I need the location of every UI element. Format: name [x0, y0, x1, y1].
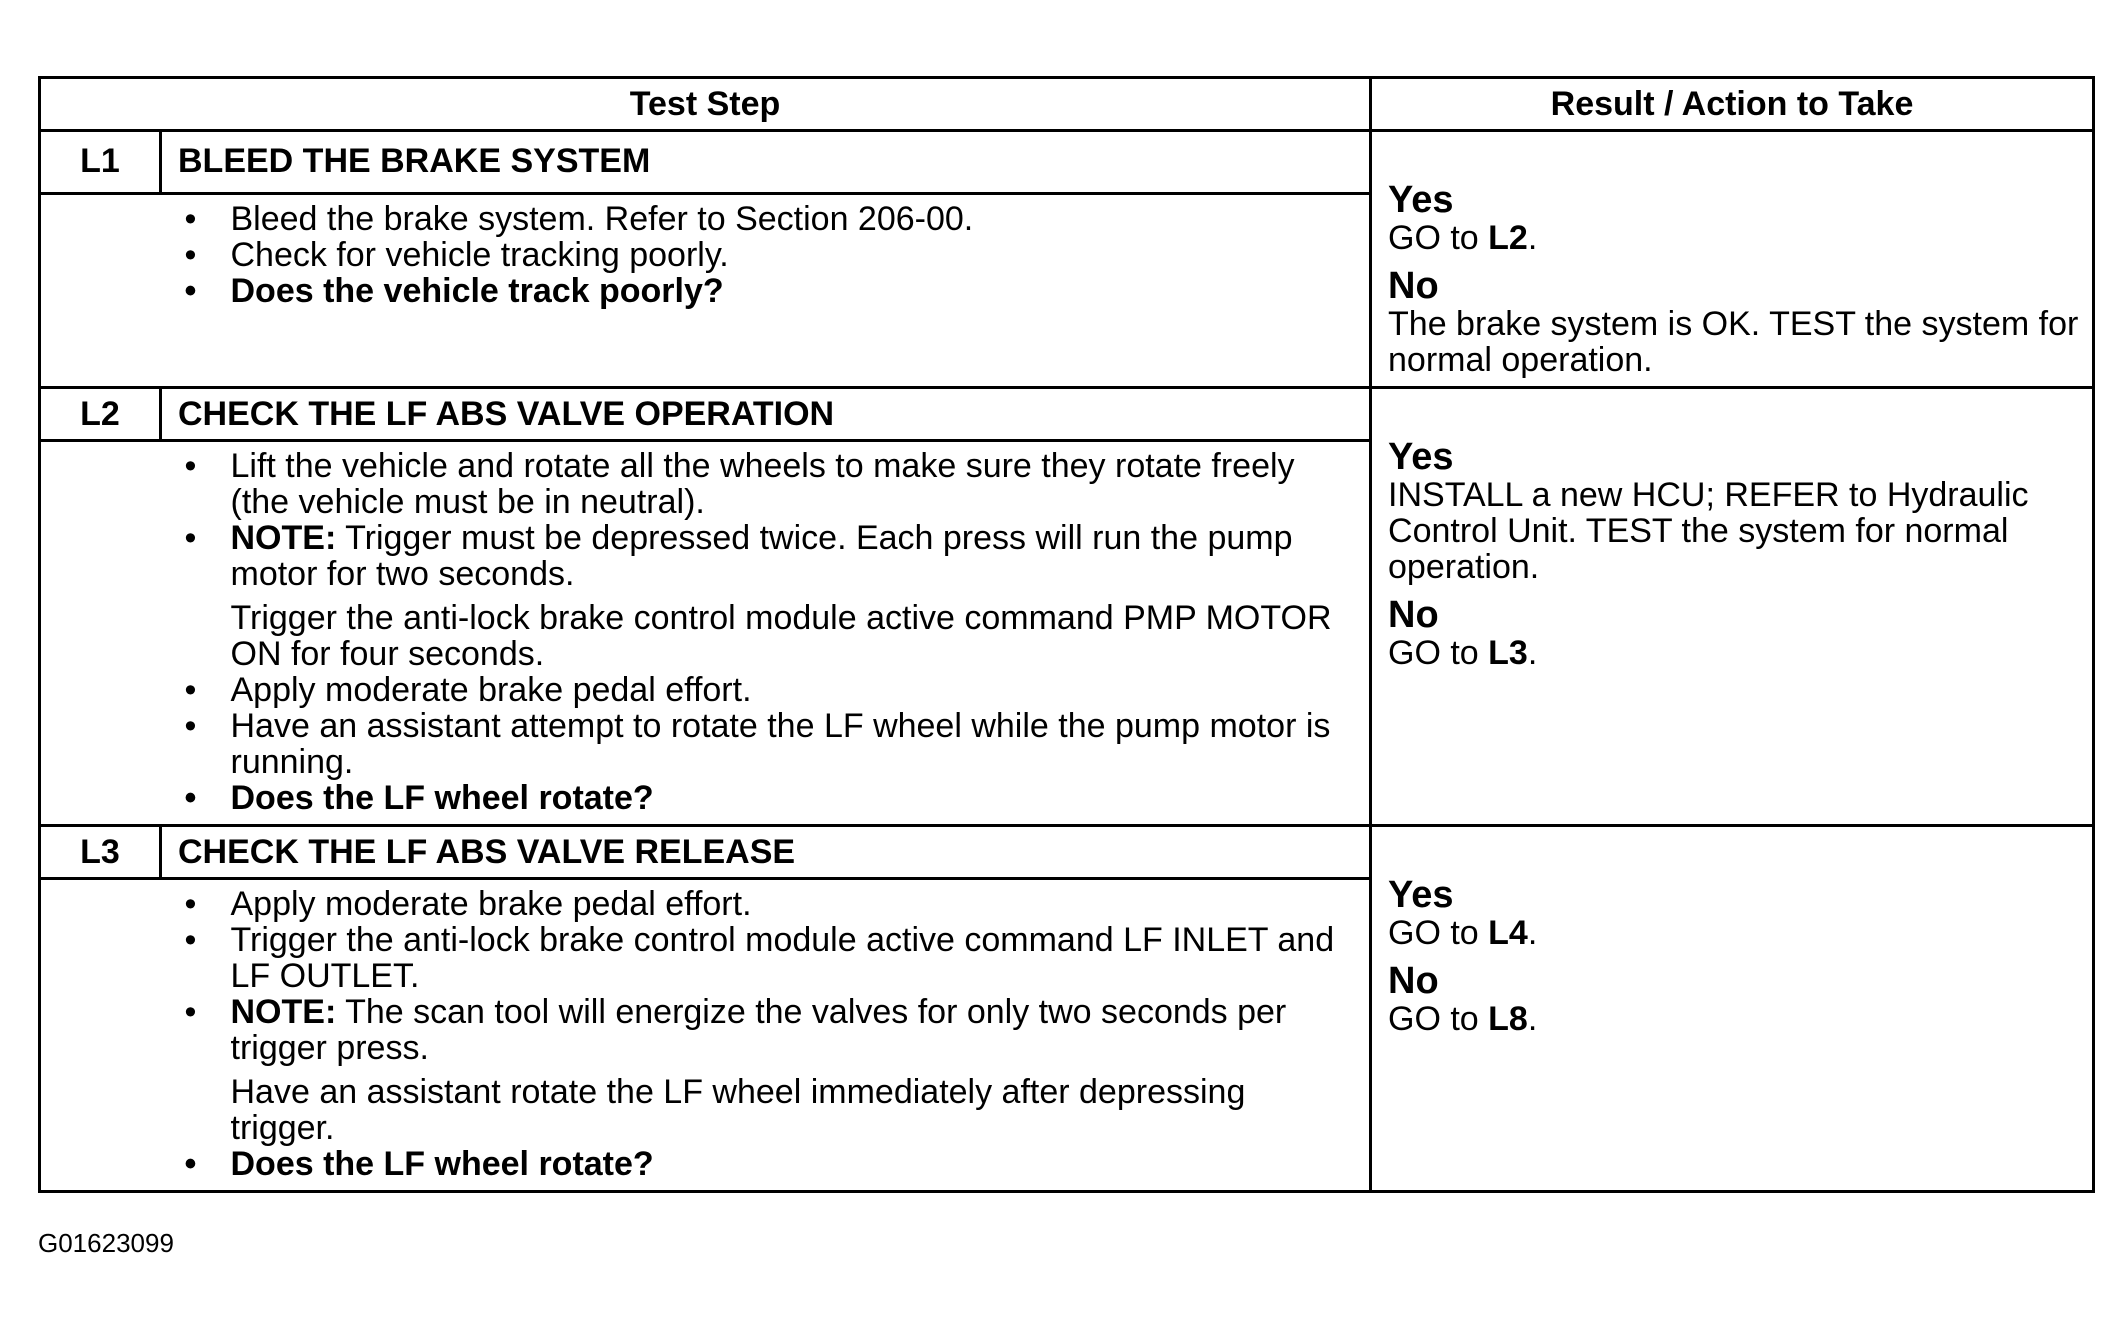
step-l3-title: CHECK THE LF ABS VALVE RELEASE	[161, 826, 1371, 879]
step-l2-title-row	[40, 388, 2094, 441]
step-l1-title: BLEED THE BRAKE SYSTEM	[161, 131, 1371, 194]
step-l3-no-suffix: .	[1527, 1000, 1538, 1038]
step-l3-yes-suffix: .	[1527, 914, 1538, 952]
step-l1-spacer	[40, 193, 161, 387]
step-l3-body	[161, 879, 1371, 1192]
step-l3-yes-action	[1388, 915, 2088, 951]
step-l1-item-3: • Does the vehicle track poorly?	[175, 273, 1350, 309]
step-l2-no-label: No	[1388, 594, 1439, 636]
table-header-row	[40, 78, 2094, 131]
step-l3-item-1: • Apply moderate brake pedal effort.	[175, 886, 1350, 922]
step-l2-no-target-link[interactable]: L3	[1488, 634, 1528, 672]
step-l1-no-action: The brake system is OK. TEST the system for normal operation.	[1388, 305, 2079, 379]
step-l3-yes-target-link[interactable]: L4	[1488, 914, 1528, 952]
step-l2-note-label: NOTE:	[230, 519, 337, 557]
step-l1-list	[175, 201, 1350, 309]
step-l1-yes-label: Yes	[1388, 179, 1454, 221]
step-l2-item-5: • Does the LF wheel rotate?	[175, 780, 1350, 816]
step-l3-no-label: No	[1388, 960, 1439, 1002]
step-l1-no-label: No	[1388, 265, 1439, 307]
step-l2-body	[161, 441, 1371, 826]
step-l2-item-4: • Have an assistant attempt to rotate the LF wheel while the pump motor is running.	[175, 708, 1350, 780]
step-l3-item-2: • Trigger the anti-lock brake control module active command LF INLET and LF OUTLET.	[175, 922, 1350, 994]
step-l3-item-4: • Does the LF wheel rotate?	[175, 1146, 1350, 1182]
step-l2-item-2-continued: Trigger the anti-lock brake control module active command PMP MOTOR ON for four seconds.	[230, 599, 1332, 673]
step-l1-body	[161, 193, 1371, 387]
step-l2-no-action	[1388, 635, 2088, 671]
step-l2-spacer	[40, 441, 161, 826]
step-l2-note-text: Trigger must be depressed twice. Each press will run the pump motor for two seconds.	[230, 519, 1293, 593]
step-l1-no-block	[1388, 266, 2088, 378]
step-l3-item-3-continued: Have an assistant rotate the LF wheel immediately after depressing trigger.	[230, 1073, 1246, 1147]
step-l1-yes-prefix: GO to	[1388, 219, 1489, 257]
step-l3-list	[175, 886, 1350, 1182]
step-l1-yes-block	[1388, 180, 2088, 256]
step-l2-result	[1371, 388, 2094, 826]
step-l2-item-1: • Lift the vehicle and rotate all the wheels to make sure they rotate freely (the vehicle must be in neutral).	[175, 448, 1350, 520]
step-l3-no-target-link[interactable]: L8	[1488, 1000, 1528, 1038]
step-l1-yes-target-link[interactable]: L2	[1488, 219, 1528, 257]
step-l2-item-2	[175, 520, 1350, 592]
step-l2-yes-action: INSTALL a new HCU; REFER to Hydraulic Control Unit. TEST the system for normal operation.	[1388, 476, 2029, 586]
step-l3-note-text: The scan tool will energize the valves for only two seconds per trigger press.	[230, 993, 1287, 1067]
step-l3-result	[1371, 826, 2094, 1192]
step-l3-id: L3	[40, 826, 161, 879]
step-l1-yes-suffix: .	[1527, 219, 1538, 257]
step-l2-title: CHECK THE LF ABS VALVE OPERATION	[161, 388, 1371, 441]
header-result-action: Result / Action to Take	[1371, 78, 2094, 131]
step-l1-yes-action	[1388, 220, 2088, 256]
step-l2-list	[175, 448, 1350, 816]
step-l3-title-row	[40, 826, 2094, 879]
step-l3-no-block	[1388, 961, 2088, 1037]
header-test-step: Test Step	[40, 78, 1371, 131]
diagnostic-test-table	[38, 76, 2095, 1193]
step-l3-no-action	[1388, 1001, 2088, 1037]
step-l1-result	[1371, 131, 2094, 388]
step-l2-no-suffix: .	[1527, 634, 1538, 672]
step-l2-item-3: • Apply moderate brake pedal effort.	[175, 672, 1350, 708]
step-l1-title-row	[40, 131, 2094, 194]
step-l3-yes-block	[1388, 875, 2088, 951]
step-l3-yes-label: Yes	[1388, 874, 1454, 916]
step-l2-id: L2	[40, 388, 161, 441]
step-l2-yes-label: Yes	[1388, 436, 1454, 478]
step-l2-no-prefix: GO to	[1388, 634, 1489, 672]
step-l1-item-2: • Check for vehicle tracking poorly.	[175, 237, 1350, 273]
step-l2-no-block	[1388, 595, 2088, 671]
step-l3-no-prefix: GO to	[1388, 1000, 1489, 1038]
step-l3-item-3	[175, 994, 1350, 1066]
step-l1-item-1: • Bleed the brake system. Refer to Section 206-00.	[175, 201, 1350, 237]
step-l3-yes-prefix: GO to	[1388, 914, 1489, 952]
step-l1-id: L1	[40, 131, 161, 194]
step-l3-note-label: NOTE:	[230, 993, 337, 1031]
step-l3-spacer	[40, 879, 161, 1192]
step-l2-yes-block	[1388, 437, 2088, 585]
figure-id: G01623099	[38, 1228, 174, 1258]
